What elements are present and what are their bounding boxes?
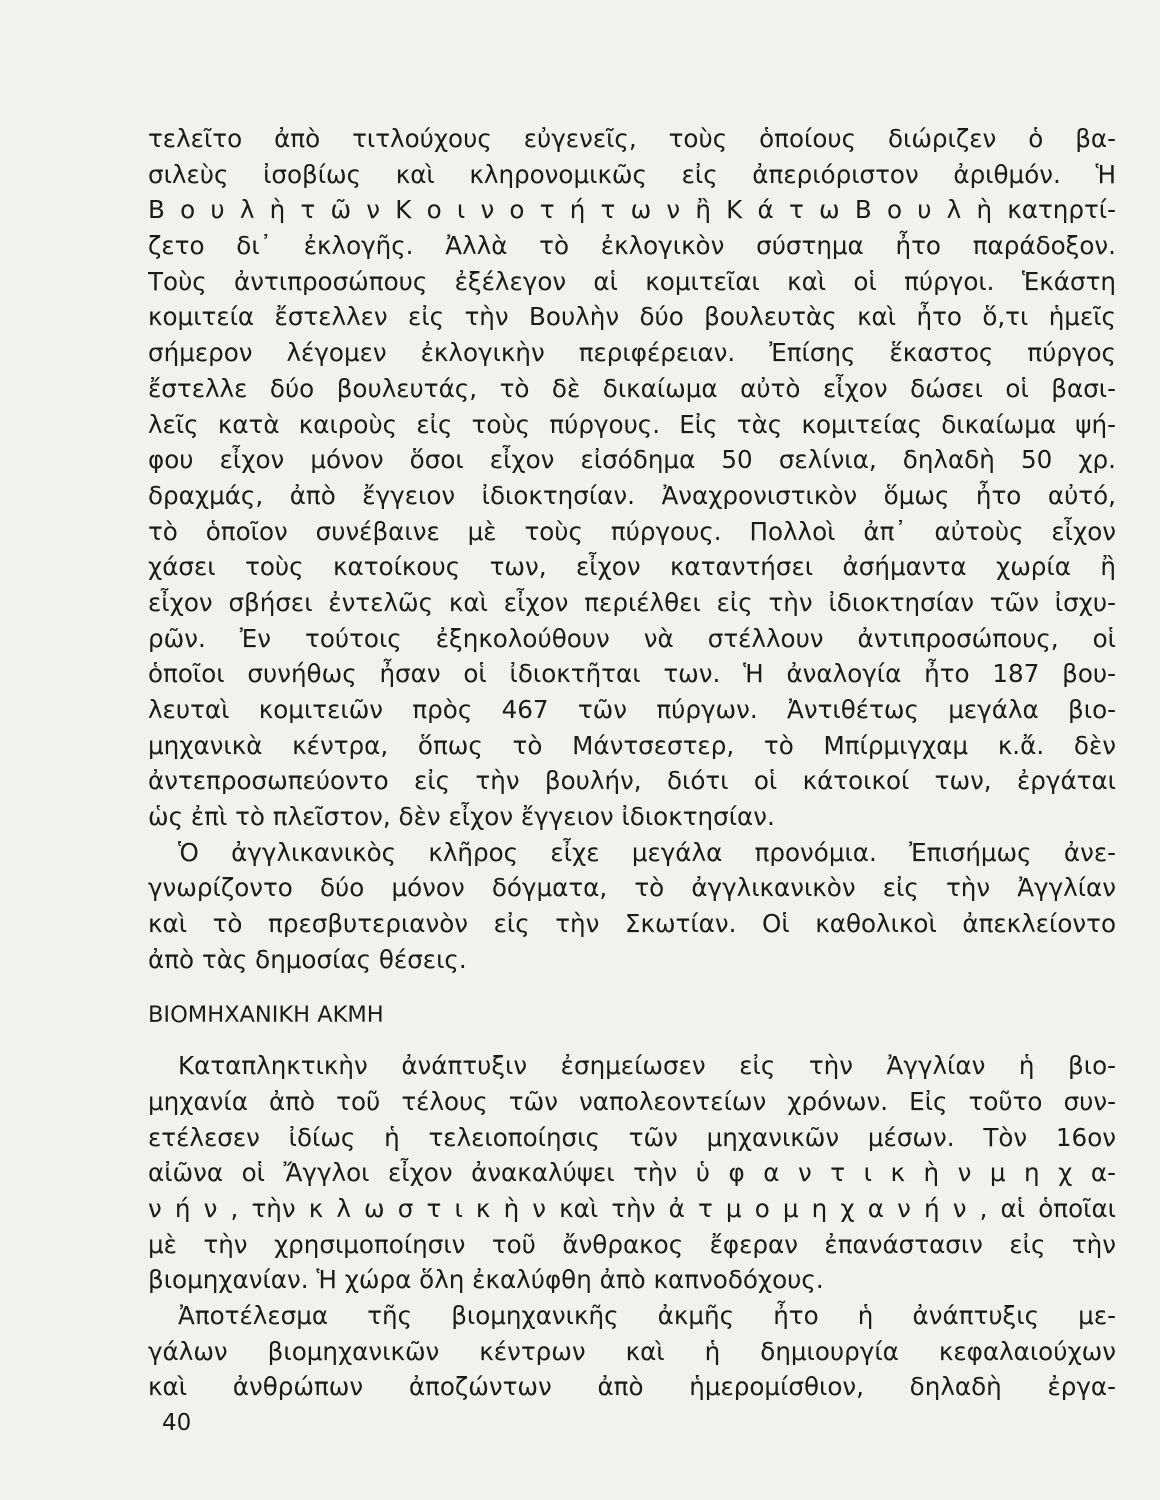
text-line: δραχμάς, ἀπὸ ἔγγειον ἰδιοκτησίαν. Ἀναχρονιστικὸν ὅμως ἦτο αὐτό,: [148, 480, 1116, 510]
text-line: λευταὶ κομιτειῶν πρὸς 467 τῶν πύργων. Ἀντιθέτως μεγάλα βιο-: [148, 695, 1116, 724]
text-line: καὶ τὸ πρεσβυτεριανὸν εἰς τὴν Σκωτίαν. Οἱ καθολικοὶ ἀπεκλείοντο: [148, 909, 1116, 939]
text-line: ὡς ἐπὶ τὸ πλεῖστον, δὲν εἶχον ἔγγειον ἰδιοκτησίαν.: [148, 802, 775, 832]
text-line: γνωρίζοντο δύο μόνον δόγματα, τὸ ἀγγλικανικὸν εἰς τὴν Ἀγγλίαν: [148, 873, 1116, 903]
text-line: ἔστελλε δύο βουλευτάς, τὸ δὲ δικαίωμα αὐτὸ εἶχον δώσει οἱ βασι-: [148, 373, 1116, 403]
text-line: ὁποῖοι συνήθως ἦσαν οἱ ἰδιοκτῆται των. Ἡ ἀναλογία ἦτο 187 βου-: [148, 659, 1116, 689]
text-line: Ὁ ἀγγλικανικὸς κλῆρος εἶχε μεγάλα προνόμια. Ἐπισήμως ἀνε-: [178, 837, 1116, 867]
text-line: χάσει τοὺς κατοίκους των, εἶχον καταντήσει ἀσήμαντα χωρία ἢ: [148, 552, 1116, 582]
text-line: φου εἶχον μόνον ὅσοι εἶχον εἰσόδημα 50 σελίνια, δηλαδὴ 50 χρ.: [148, 445, 1116, 475]
text-line: βιομηχανίαν. Ἡ χώρα ὅλη ἐκαλύφθη ἀπὸ καπνοδόχους.: [148, 1265, 824, 1295]
text-line: καὶ ἀνθρώπων ἀποζώντων ἀπὸ ἡμερομίσθιον, δηλαδὴ ἐργα-: [148, 1372, 1116, 1402]
text-line: τὸ ὁποῖον συνέβαινε μὲ τοὺς πύργους. Πολλοὶ ἀπ᾽ αὐτοὺς εἶχον: [148, 516, 1116, 546]
text-line: ζετο δι᾽ ἐκλογῆς. Ἀλλὰ τὸ ἐκλογικὸν σύστημα ἦτο παράδοξον.: [148, 231, 1116, 261]
text-line: εἶχον σβήσει ἐντελῶς καὶ εἶχον περιέλθει εἰς τὴν ἰδιοκτησίαν τῶν ἰσχυ-: [148, 587, 1116, 617]
text-line: μηχανικὰ κέντρα, ὅπως τὸ Μάντσεστερ, τὸ Μπίρμιγχαμ κ.ἄ. δὲν: [148, 730, 1116, 760]
text-line: ρῶν. Ἐν τούτοις ἐξηκολούθουν νὰ στέλλουν ἀντιπροσώπους, οἱ: [148, 623, 1116, 653]
text-line: μηχανία ἀπὸ τοῦ τέλους τῶν ναπολεοντείων χρόνων. Εἰς τοῦτο συν-: [148, 1086, 1116, 1116]
text-line: τελεῖτο ἀπὸ τιτλούχους εὐγενεῖς, τοὺς ὁποίους διώριζεν ὁ βα-: [148, 124, 1116, 153]
text-line: ἀντεπροσωπεύοντο εἰς τὴν βουλήν, διότι οἱ κάτοικοί των, ἐργάται: [148, 766, 1116, 796]
text-line: αἰῶνα οἱ Ἄγγλοι εἶχον ἀνακαλύψει τὴν ὑ φ α ν τ ι κ ὴ ν μ η χ α-: [148, 1158, 1116, 1188]
text-line: γάλων βιομηχανικῶν κέντρων καὶ ἡ δημιουργία κεφαλαιούχων: [148, 1336, 1116, 1366]
text-line: μὲ τὴν χρησιμοποίησιν τοῦ ἄνθρακος ἔφεραν ἐπανάστασιν εἰς τὴν: [148, 1229, 1116, 1259]
text-line: ἀπὸ τὰς δημοσίας θέσεις.: [148, 944, 467, 974]
text-line: Τοὺς ἀντιπροσώπους ἐξέλεγον αἱ κομιτεῖαι καὶ οἱ πύργοι. Ἑκάστη: [148, 266, 1116, 296]
text-line: ν ή ν , τὴν κ λ ω σ τ ι κ ὴ ν καὶ τὴν ἀ τ μ ο μ η χ α ν ή ν , αἱ ὁποῖαι: [148, 1193, 1116, 1223]
text-line: Καταπληκτικὴν ἀνάπτυξιν ἐσημείωσεν εἰς τὴν Ἀγγλίαν ἡ βιο-: [178, 1051, 1116, 1081]
text-line: Ἀποτέλεσμα τῆς βιομηχανικῆς ἀκμῆς ἦτο ἡ ἀνάπτυξις με-: [178, 1301, 1116, 1330]
text-line: κομιτεία ἔστελλεν εἰς τὴν Βουλὴν δύο βουλευτὰς καὶ ἦτο ὅ,τι ἡμεῖς: [148, 302, 1116, 332]
body-text: [148, 121, 1116, 1405]
text-line: σήμερον λέγομεν ἐκλογικὴν περιφέρειαν. Ἐπίσης ἕκαστος πύργος: [148, 338, 1116, 368]
section-heading: ΒΙΟΜΗΧΑΝΙΚΗ ΑΚΜΗ: [148, 1001, 384, 1028]
text-line: λεῖς κατὰ καιροὺς εἰς τοὺς πύργους. Εἰς τὰς κομιτείας δικαίωμα ψή-: [148, 409, 1116, 439]
text-line: σιλεὺς ἰσοβίως καὶ κληρονομικῶς εἰς ἀπεριόριστον ἀριθμόν. Ἡ: [148, 159, 1116, 189]
text-line: Β ο υ λ ὴ τ ῶ ν Κ ο ι ν ο τ ή τ ω ν ἢ Κ ά τ ω Β ο υ λ ὴ κατηρτί-: [148, 195, 1116, 225]
page-number: 40: [162, 1410, 192, 1436]
text-line: ετέλεσεν ἰδίως ἡ τελειοποίησις τῶν μηχανικῶν μέσων. Τὸν 16ον: [148, 1122, 1116, 1152]
